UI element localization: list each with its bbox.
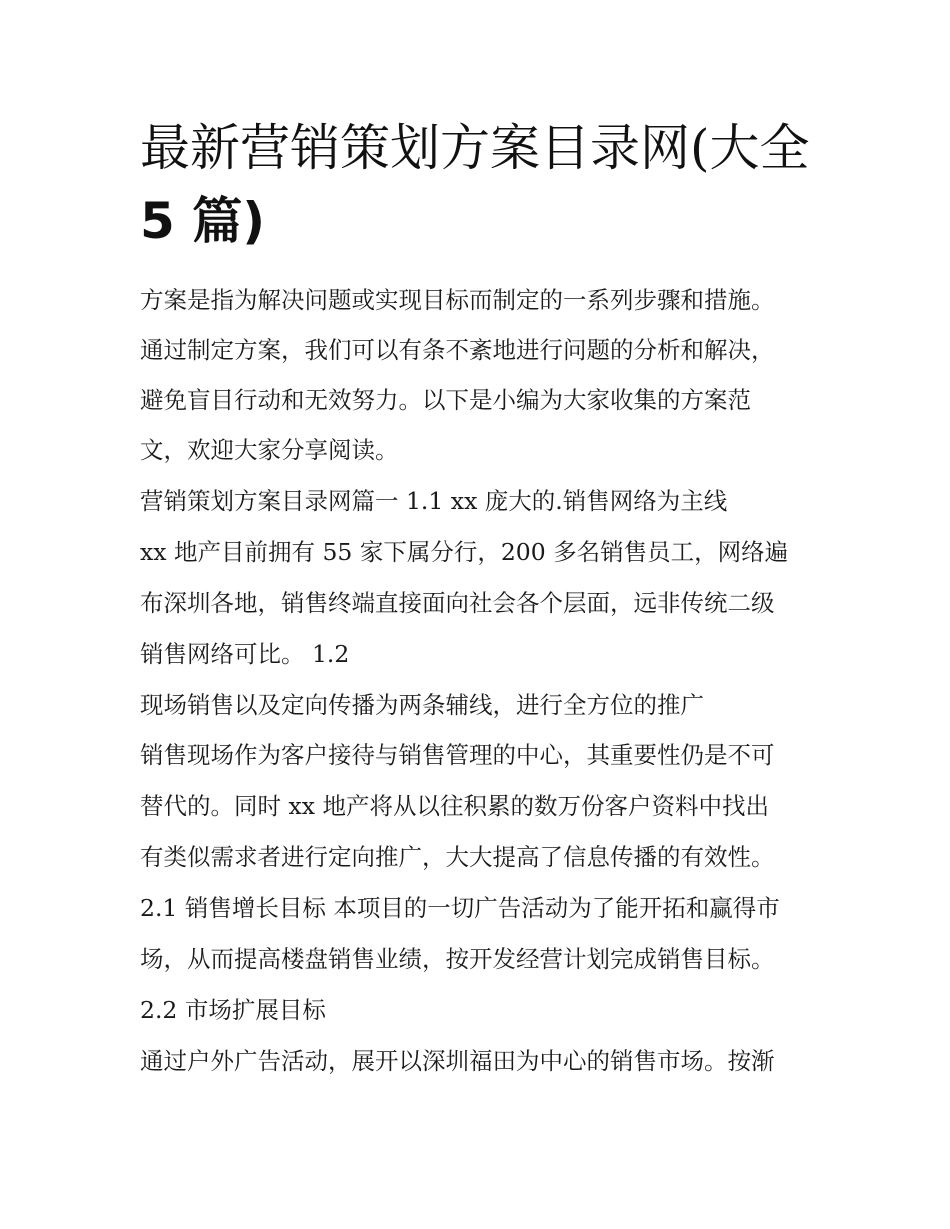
paragraph-line: 文，欢迎大家分享阅读。 [140, 436, 399, 464]
document-title [140, 112, 830, 258]
paragraph-line: 2.1 销售增长目标 本项目的一切广告活动为了能开拓和赢得市 [140, 894, 780, 922]
paragraph-line: 替代的。同时 xx 地产将从以往积累的数万份客户资料中找出 [140, 792, 769, 820]
paragraph-line: 有类似需求者进行定向推广，大大提高了信息传播的有效性。 [140, 843, 775, 871]
paragraph-line: 场，从而提高楼盘销售业绩，按开发经营计划完成销售目标。 [140, 945, 775, 973]
paragraph-line: 方案是指为解决问题或实现目标而制定的一系列步骤和措施。 [140, 286, 775, 314]
paragraph-line: 布深圳各地，销售终端直接面向社会各个层面，远非传统二级 [140, 589, 775, 617]
paragraph-line: 销售网络可比。 1.2 [140, 640, 350, 668]
section-heading-line: 营销策划方案目录网篇一 1.1 xx 庞大的.销售网络为主线 [140, 487, 728, 515]
section-heading-line: 2.2 市场扩展目标 [140, 996, 326, 1024]
paragraph-line: 现场销售以及定向传播为两条辅线，进行全方位的推广 [140, 691, 704, 719]
paragraph-line: xx 地产目前拥有 55 家下属分行，200 多名销售员工，网络遍 [140, 538, 789, 566]
paragraph-line: 销售现场作为客户接待与销售管理的中心，其重要性仍是不可 [140, 741, 775, 769]
title-line-2: 5 篇) [140, 192, 266, 250]
paragraph-line: 通过制定方案，我们可以有条不紊地进行问题的分析和解决， [140, 336, 775, 364]
paragraph-line: 避免盲目行动和无效努力。以下是小编为大家收集的方案范 [140, 386, 751, 414]
title-line-1: 最新营销策划方案目录网(大全 [140, 119, 810, 177]
paragraph-line: 通过户外广告活动，展开以深圳福田为中心的销售市场。按渐 [140, 1047, 775, 1075]
